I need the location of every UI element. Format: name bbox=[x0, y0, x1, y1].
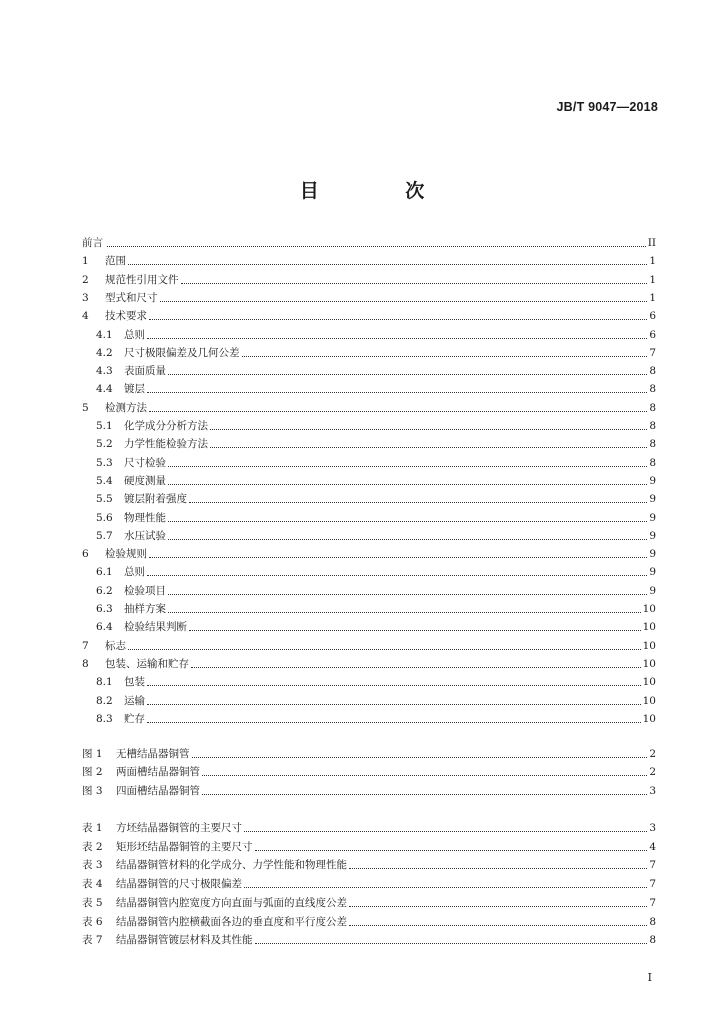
toc-entry-label: 检验项目 bbox=[124, 584, 166, 597]
toc-leader-dots bbox=[168, 465, 647, 467]
toc-entry-page: 10 bbox=[642, 712, 656, 725]
toc-entry-label: 抽样方案 bbox=[124, 603, 166, 615]
toc-entry-number: 3 bbox=[82, 291, 89, 304]
toc-leader-dots bbox=[149, 318, 647, 320]
toc-entry-number: 4.3 bbox=[96, 365, 113, 378]
toc-entry-number: 1 bbox=[82, 255, 89, 268]
toc-entry-number: 表 7 bbox=[82, 934, 103, 947]
toc-entry-page: 2 bbox=[649, 766, 656, 779]
toc-leader-dots bbox=[168, 373, 647, 375]
toc-leader-dots bbox=[189, 629, 641, 631]
toc-leader-dots bbox=[147, 574, 647, 576]
toc-entry[interactable] bbox=[82, 470, 656, 488]
toc-entry-label: 无槽结晶器铜管 bbox=[116, 748, 190, 760]
toc-entry-label: 结晶器铜管材料的化学成分、力学性能和物理性能 bbox=[116, 859, 347, 872]
toc-entry-number: 5.7 bbox=[96, 529, 113, 542]
toc-entry-label: 尺寸极限偏差及几何公差 bbox=[124, 346, 240, 359]
toc-entry-number: 5.3 bbox=[96, 456, 113, 469]
toc-entry[interactable] bbox=[82, 780, 656, 798]
toc-entry-label: 标志 bbox=[105, 639, 126, 652]
toc-entry-number: 4.4 bbox=[96, 383, 113, 396]
toc-leader-dots bbox=[147, 703, 641, 705]
toc-entry-label: 规范性引用文件 bbox=[105, 273, 179, 286]
toc-entry-label: 检测方法 bbox=[105, 401, 147, 414]
toc-entry-number: 表 1 bbox=[82, 822, 103, 834]
page-title: 目 次 bbox=[299, 180, 465, 202]
toc-entry-label: 总则 bbox=[124, 328, 145, 341]
toc-entry-number: 5.6 bbox=[96, 511, 113, 524]
toc-leader-dots bbox=[255, 849, 648, 851]
toc-entry-label: 矩形坯结晶器铜管的主要尺寸 bbox=[116, 840, 253, 853]
toc-entry-label: 结晶器铜管的尺寸极限偏差 bbox=[116, 878, 242, 891]
toc-entry-page: 10 bbox=[642, 621, 656, 634]
toc-entry-page: 8 bbox=[649, 438, 656, 451]
toc-leader-dots bbox=[147, 391, 647, 393]
toc-entry[interactable] bbox=[82, 690, 656, 708]
toc-entry-page: 7 bbox=[649, 878, 656, 891]
toc-entry[interactable] bbox=[82, 873, 656, 891]
toc-leader-dots bbox=[168, 538, 647, 540]
toc-leader-dots bbox=[202, 774, 647, 776]
toc-leader-dots bbox=[202, 793, 647, 795]
toc-entry-label: 总则 bbox=[124, 566, 145, 579]
toc-entry-number: 7 bbox=[82, 639, 89, 652]
toc-entry-number: 8 bbox=[82, 657, 89, 670]
toc-entry-page: 8 bbox=[649, 934, 656, 947]
toc-entry-page: 3 bbox=[649, 784, 656, 797]
toc-entry-label: 镀层 bbox=[124, 383, 145, 396]
toc-entry-page: 1 bbox=[649, 255, 656, 268]
toc-entry[interactable] bbox=[82, 854, 656, 872]
toc-leader-dots bbox=[128, 263, 647, 265]
toc-entry[interactable] bbox=[82, 708, 656, 726]
toc-leader-dots bbox=[107, 245, 646, 247]
toc-entry[interactable] bbox=[82, 342, 656, 360]
toc-entry[interactable] bbox=[82, 415, 656, 433]
toc-leader-dots bbox=[149, 556, 647, 558]
toc-leader-dots bbox=[147, 337, 647, 339]
page-number: I bbox=[647, 971, 652, 984]
toc-entry[interactable] bbox=[82, 525, 656, 543]
toc-entry-page: 10 bbox=[642, 694, 656, 707]
toc-entry[interactable] bbox=[82, 580, 656, 598]
toc-leader-dots bbox=[147, 684, 641, 686]
toc-entry-page: 2 bbox=[649, 748, 656, 760]
toc-entry-label: 贮存 bbox=[124, 712, 145, 725]
toc-entry[interactable] bbox=[82, 452, 656, 470]
toc-entry-number: 4.2 bbox=[96, 346, 113, 359]
toc-entry-label: 表面质量 bbox=[124, 365, 166, 378]
toc-entry-label: 力学性能检验方法 bbox=[124, 438, 208, 451]
toc-entry-page: 6 bbox=[649, 310, 656, 323]
toc-entry-page: 8 bbox=[649, 383, 656, 396]
toc-leader-dots bbox=[255, 942, 648, 944]
toc-entry-number: 表 3 bbox=[82, 859, 103, 872]
toc-entry-number: 6.3 bbox=[96, 603, 113, 615]
toc-entry-number: 8.1 bbox=[96, 676, 113, 689]
toc-entry-number: 5 bbox=[82, 401, 89, 414]
toc-leader-dots bbox=[189, 501, 647, 503]
toc-entry-page: 10 bbox=[642, 657, 656, 670]
toc-entry-page: 7 bbox=[649, 896, 656, 909]
toc-entry-page: II bbox=[647, 237, 656, 249]
toc-entry-number: 表 5 bbox=[82, 896, 103, 909]
toc-entry-number: 表 4 bbox=[82, 878, 103, 891]
toc-entry-label: 两面槽结晶器铜管 bbox=[116, 766, 200, 779]
toc-entry[interactable] bbox=[82, 543, 656, 561]
toc-entry-page: 8 bbox=[649, 365, 656, 378]
toc-entry-label: 硬度测量 bbox=[124, 474, 166, 487]
toc-entry-page: 10 bbox=[642, 639, 656, 652]
toc-entry-number: 5.5 bbox=[96, 493, 113, 506]
toc-entry-page: 9 bbox=[649, 493, 656, 506]
toc-entry-page: 8 bbox=[649, 401, 656, 414]
toc-entry[interactable] bbox=[82, 598, 656, 616]
toc-entry-page: 9 bbox=[649, 566, 656, 579]
toc-entry-label: 检验规则 bbox=[105, 548, 147, 561]
toc-leader-dots bbox=[168, 483, 647, 485]
toc-entry[interactable] bbox=[82, 635, 656, 653]
toc-entry-label: 尺寸检验 bbox=[124, 456, 166, 469]
toc-entry-label: 范围 bbox=[105, 255, 126, 268]
toc-leader-dots bbox=[349, 905, 647, 907]
toc-entry[interactable] bbox=[82, 488, 656, 506]
toc-entry-number: 5.4 bbox=[96, 474, 113, 487]
toc-leader-dots bbox=[210, 428, 647, 430]
toc-entry-page: 7 bbox=[649, 346, 656, 359]
toc-entry[interactable] bbox=[82, 269, 656, 287]
toc-entry-label: 运输 bbox=[124, 694, 145, 707]
toc-entry-label: 包装、运输和贮存 bbox=[105, 657, 189, 670]
toc-entry[interactable] bbox=[82, 305, 656, 323]
toc-leader-dots bbox=[191, 666, 641, 668]
toc-entry-number: 6.1 bbox=[96, 566, 113, 579]
toc-entry-page: 1 bbox=[649, 291, 656, 304]
toc-leader-dots bbox=[349, 924, 647, 926]
toc-leader-dots bbox=[149, 410, 647, 412]
toc-leader-dots bbox=[244, 886, 647, 888]
toc-entry[interactable] bbox=[82, 616, 656, 634]
toc-entry[interactable] bbox=[82, 892, 656, 910]
toc-entry-label: 包装 bbox=[124, 676, 145, 689]
toc-entry-page: 7 bbox=[649, 859, 656, 872]
toc-entry[interactable] bbox=[82, 250, 656, 268]
toc-entry-number: 4.1 bbox=[96, 328, 113, 341]
toc-entry-number: 8.2 bbox=[96, 694, 113, 707]
toc-entry-label: 结晶器铜管内腔横截面各边的垂直度和平行度公差 bbox=[116, 915, 347, 928]
toc-entry[interactable] bbox=[82, 360, 656, 378]
toc-entry-number: 图 2 bbox=[82, 766, 103, 779]
toc-entry-page: 10 bbox=[642, 676, 656, 689]
toc-entry[interactable] bbox=[82, 653, 656, 671]
toc-entry-number: 表 6 bbox=[82, 915, 103, 928]
toc-entry-number: 5.2 bbox=[96, 438, 113, 451]
toc-entry-number: 6.4 bbox=[96, 621, 113, 634]
toc-entry-label: 化学成分分析方法 bbox=[124, 420, 208, 432]
toc-entry-label: 技术要求 bbox=[105, 310, 147, 323]
toc-entry-number: 2 bbox=[82, 273, 89, 286]
toc-entry-label: 型式和尺寸 bbox=[105, 291, 158, 304]
toc-entry[interactable] bbox=[82, 232, 656, 250]
toc-leader-dots bbox=[128, 648, 641, 650]
toc-entry-number: 前言 bbox=[82, 237, 103, 249]
toc-entry-number: 图 1 bbox=[82, 748, 103, 760]
toc-entry-page: 8 bbox=[649, 915, 656, 928]
toc-entry-number: 4 bbox=[82, 310, 89, 323]
toc-leader-dots bbox=[210, 446, 647, 448]
toc-entry-label: 方坯结晶器铜管的主要尺寸 bbox=[116, 822, 242, 834]
toc-entry-number: 图 3 bbox=[82, 784, 103, 797]
toc-leader-dots bbox=[181, 282, 648, 284]
toc-entry[interactable] bbox=[82, 507, 656, 525]
toc-entry[interactable] bbox=[82, 287, 656, 305]
toc-entry[interactable] bbox=[82, 671, 656, 689]
toc-leader-dots bbox=[192, 756, 648, 758]
toc-entry-page: 1 bbox=[649, 273, 656, 286]
toc-entry-page: 8 bbox=[649, 420, 656, 432]
toc-entry-page: 9 bbox=[649, 511, 656, 524]
toc-entry-page: 9 bbox=[649, 474, 656, 487]
toc-entry[interactable] bbox=[82, 561, 656, 579]
toc-entry-page: 9 bbox=[649, 529, 656, 542]
toc-entry-page: 8 bbox=[649, 456, 656, 469]
toc-entry-label: 结晶器铜管内腔宽度方向直面与弧面的直线度公差 bbox=[116, 896, 347, 909]
toc-leader-dots bbox=[168, 520, 647, 522]
toc-entry-label: 检验结果判断 bbox=[124, 621, 187, 634]
toc-leader-dots bbox=[160, 300, 648, 302]
toc-entry-page: 3 bbox=[649, 822, 656, 834]
toc-entry-page: 9 bbox=[649, 548, 656, 561]
toc-entry-label: 结晶器铜管镀层材料及其性能 bbox=[116, 934, 253, 947]
toc-entry[interactable] bbox=[82, 761, 656, 779]
toc-entry[interactable] bbox=[82, 378, 656, 396]
toc-entry[interactable] bbox=[82, 397, 656, 415]
toc-entry[interactable] bbox=[82, 743, 656, 761]
toc-entry[interactable] bbox=[82, 929, 656, 947]
toc-leader-dots bbox=[349, 867, 647, 869]
standard-code: JB/T 9047—2018 bbox=[556, 100, 658, 114]
toc-leader-dots bbox=[147, 721, 641, 723]
toc-entry-number: 8.3 bbox=[96, 712, 113, 725]
toc-entry-page: 6 bbox=[649, 328, 656, 341]
toc-entry-label: 四面槽结晶器铜管 bbox=[116, 784, 200, 797]
toc-entry-number: 5.1 bbox=[96, 420, 113, 432]
toc-entry[interactable] bbox=[82, 433, 656, 451]
toc-entry[interactable] bbox=[82, 911, 656, 929]
toc-entry-page: 9 bbox=[649, 584, 656, 597]
toc-leader-dots bbox=[168, 611, 641, 613]
toc-entry[interactable] bbox=[82, 324, 656, 342]
toc-leader-dots bbox=[242, 355, 648, 357]
toc-entry-page: 10 bbox=[642, 603, 656, 615]
toc-entry-number: 表 2 bbox=[82, 840, 103, 853]
toc-entry-page: 4 bbox=[649, 840, 656, 853]
toc-leader-dots bbox=[244, 830, 647, 832]
toc-entry-label: 物理性能 bbox=[124, 511, 166, 524]
toc-entry-label: 镀层附着强度 bbox=[124, 493, 187, 506]
toc-entry-number: 6 bbox=[82, 548, 89, 561]
toc-leader-dots bbox=[168, 593, 647, 595]
toc-entry-label: 水压试验 bbox=[124, 529, 166, 542]
toc-entry[interactable] bbox=[82, 817, 656, 835]
toc-entry[interactable] bbox=[82, 836, 656, 854]
toc-entry-number: 6.2 bbox=[96, 584, 113, 597]
